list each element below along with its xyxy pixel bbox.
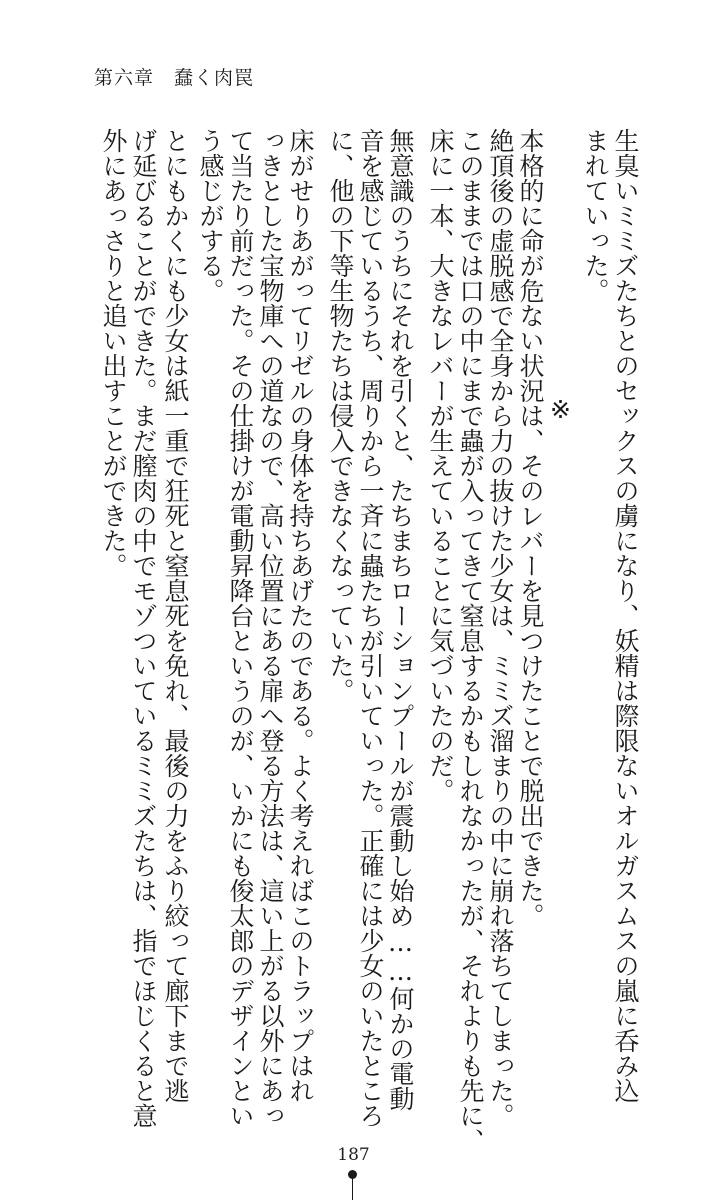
text-column: 無意識のうちにそれを引くと、たちまちローションプールが震動し始め……何かの電動 <box>386 128 415 1111</box>
text-column: 外にあっさりと追い出すことができた。 <box>99 128 128 578</box>
text-column: て当たり前だった。その仕掛けが電動昇降台というのが、いかにも俊太郎のデザインとい <box>226 128 255 1128</box>
text-column: 絶頂後の虚脱感で全身から力の抜けた少女は、ミミズ溜まりの中に崩れ落ちてしまった。 <box>486 128 515 1128</box>
text-column: 音を感じているうち、周りから一斉に蟲たちが引いていった。正確には少女のいたところ <box>356 128 385 1128</box>
text-column: 本格的に命が危ない状況は、そのレバーを見つけたことで脱出できた。 <box>516 128 545 928</box>
text-column: げ延びることができた。まだ膣肉の中でモゾついているミミズたちは、指でほじくると意 <box>129 128 158 1128</box>
section-break-asterisk: ※ <box>546 395 575 424</box>
text-column: 床がせりあがってリゼルの身体を持ちあげたのである。よく考えればこのトラップはれ <box>286 128 315 1103</box>
text-column: まれていった。 <box>581 128 610 303</box>
text-column: う感じがする。 <box>196 128 225 303</box>
running-head: 第六章 蠢く肉罠 <box>94 67 255 89</box>
text-column: 生臭いミミズたちとのセックスの虜になり、妖精は際限ないオルガスムスの嵐に呑み込 <box>611 128 640 1103</box>
text-column: っきとした宝物庫への道なので、高い位置にある扉へ登る方法は、這い上がる以外にあっ <box>256 128 285 1128</box>
text-column: とにもかくにも少女は紙一重で狂死と窒息死を免れ、最後の力をふり絞って廊下まで逃 <box>161 128 190 1103</box>
text-column: このままでは口の中にまで蟲が入ってきて窒息するかもしれなかったが、それよりも先に、 <box>456 128 485 1153</box>
page-number: 187 <box>337 1145 370 1165</box>
text-column: に、他の下等生物たちは侵入できなくなっていた。 <box>326 128 355 703</box>
page-marker-line <box>352 1178 353 1200</box>
text-column: 床に一本、大きなレバーが生えていることに気づいたのだ。 <box>426 128 455 803</box>
